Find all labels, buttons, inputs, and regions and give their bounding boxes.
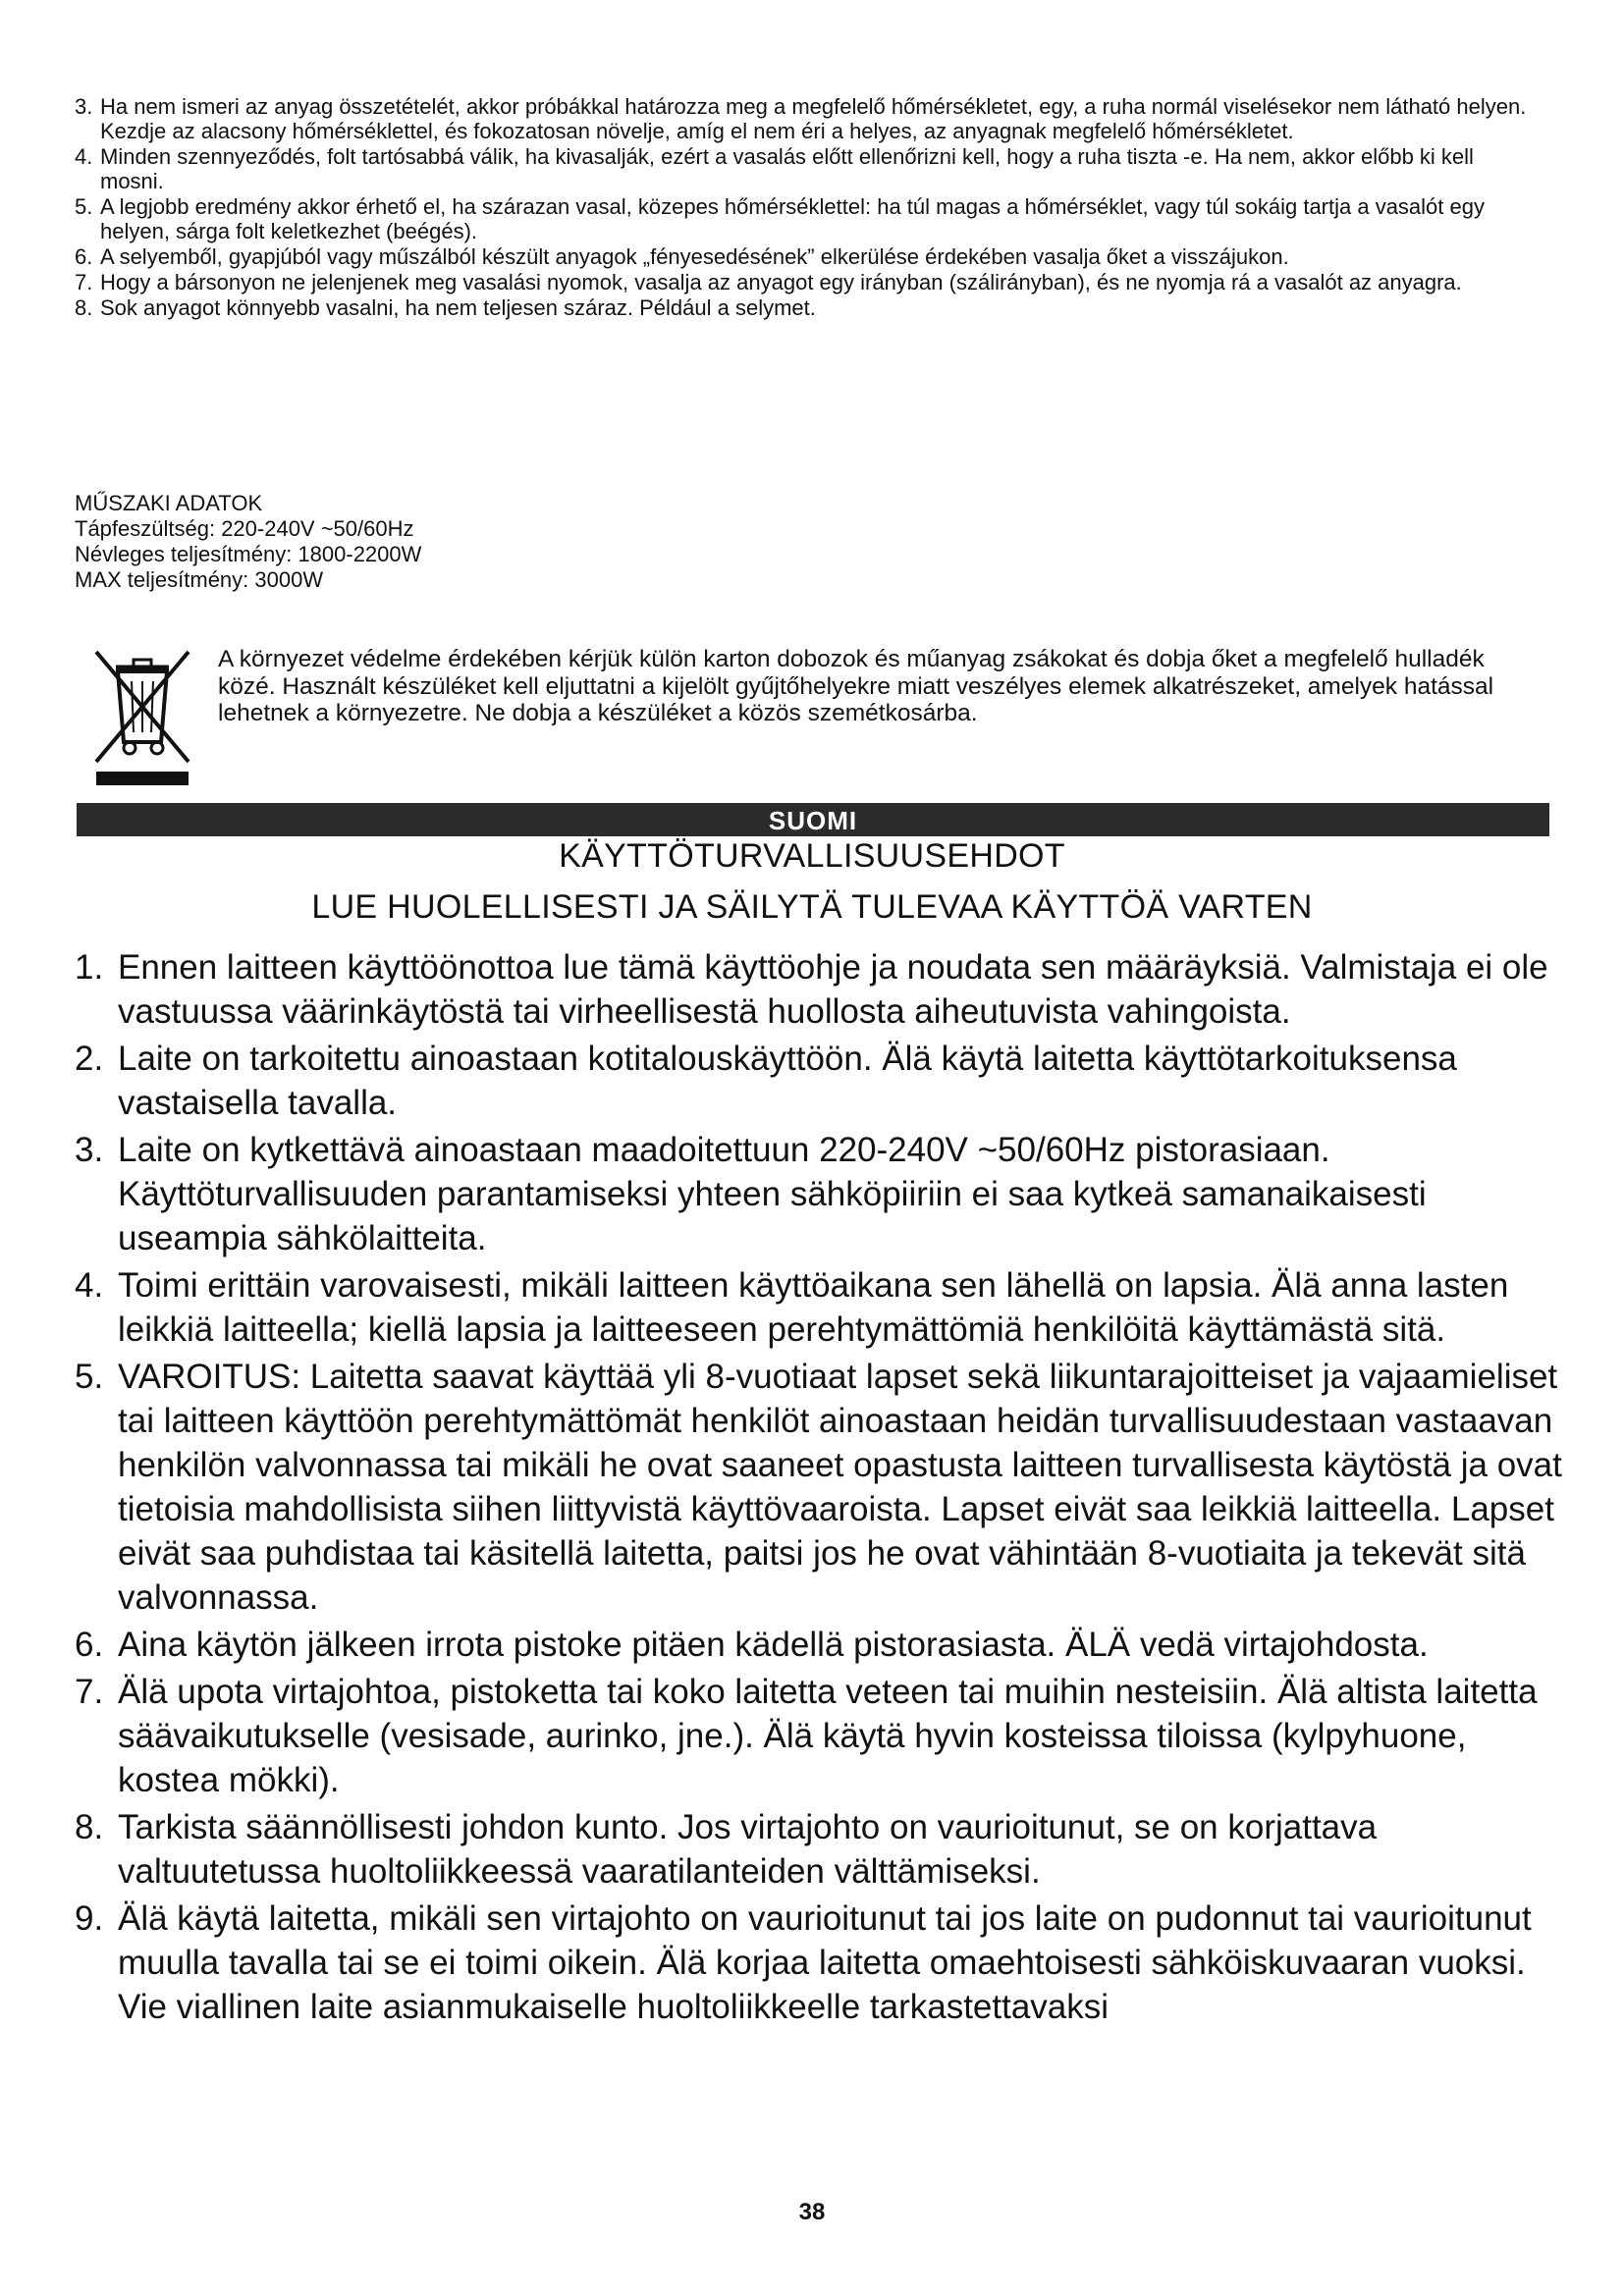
item-number: 6.: [75, 1626, 104, 1664]
page-number: 38: [798, 2199, 826, 2225]
list-item: [75, 94, 1538, 143]
list-item: [75, 1623, 1567, 1667]
section-subtitle: LUE HUOLELLISESTI JA SÄILYTÄ TULEVAA KÄYTTÖÄ VARTEN: [311, 888, 1313, 926]
item-number: 1.: [75, 948, 104, 987]
item-text: Laite on kytkettävä ainoastaan maadoitettuun 220-240V ~50/60Hz pistorasiaan. Käyttöturvallisuuden parantamiseksi yhteen sähköpiiriin ei saa kytkeä samanaikaisesti useampia sähkölaitteita.: [118, 1131, 1427, 1257]
crossed-out-wheelie-bin-icon: [88, 646, 196, 791]
item-text: Tarkista säännöllisesti johdon kunto. Jos virtajohto on vaurioitunut, se on korjattava valtuutetussa huoltoliikkeessä vaaratilanteiden välttämiseksi.: [118, 1808, 1378, 1891]
item-text: Älä käytä laitetta, mikäli sen virtajohto on vaurioitunut tai jos laite on pudonnut tai vaurioitunut muulla tavalla tai se ei toimi oikein. Älä korjaa laitetta omaehtoisesti sähköiskuvaaran vuoksi. Vie viallinen laite asianmukaiselle huoltoliikkeelle tarkastettavaksi: [118, 1899, 1532, 2026]
list-item: [75, 945, 1567, 1034]
item-number: 5.: [75, 1358, 104, 1396]
item-text: A legjobb eredmény akkor érhető el, ha szárazan vasal, közepes hőmérséklettel: ha túl magas a hőmérséklet, vagy túl sokáig tartja a vasalót egy helyen, sárga folt keletkezhet (beégés).: [100, 194, 1485, 243]
item-number: 7.: [75, 1673, 104, 1711]
item-number: 8.: [75, 295, 93, 320]
item-number: 4.: [75, 144, 93, 169]
item-number: 5.: [75, 194, 93, 219]
item-text: Toimi erittäin varovaisesti, mikäli laitteen käyttöaikana sen lähellä on lapsia. Älä anna lasten leikkiä laitteella; kiellä lapsia ja laitteeseen perehtymättömiä henkilöitä käyttämästä sitä.: [118, 1266, 1509, 1349]
item-number: 3.: [75, 1131, 104, 1169]
list-item: [75, 270, 1538, 294]
item-text: Minden szennyeződés, folt tartósabbá válik, ha kivasalják, ezért a vasalás előtt ellenőrizni kell, hogy a ruha tiszta -e. Ha nem, akkor előbb ki kell mosni.: [100, 144, 1474, 193]
specs-heading: MŰSZAKI ADATOK: [75, 491, 263, 515]
list-item: [75, 1355, 1567, 1620]
list-item: [75, 194, 1538, 243]
section-title: KÄYTTÖTURVALLISUUSEHDOT: [559, 837, 1065, 875]
item-text: Sok anyagot könnyebb vasalni, ha nem teljesen száraz. Például a selymet.: [100, 295, 816, 320]
technical-specs: [75, 491, 762, 593]
list-item: [75, 1670, 1567, 1802]
item-text: Hogy a bársonyon ne jelenjenek meg vasalási nyomok, vasalja az anyagot egy irányban (szálirányban), és ne nyomja rá a vasalót az anyagra.: [100, 270, 1462, 294]
environment-text: A környezet védelme érdekében kérjük külön karton dobozok és műanyag zsákokat és dobja őket a megfelelő hulladék közé. Használt készüléket kell eljuttatni a kijelölt gyűjtőhelyekre miatt veszélyes elemek alkatrészeket, amelyek hatással lehetnek a környezetre. Ne dobja a készüléket a közös szemétkosárba.: [218, 646, 1494, 726]
item-number: 9.: [75, 1899, 104, 1938]
item-text: VAROITUS: Laitetta saavat käyttää yli 8-vuotiaat lapset sekä liikuntarajoitteiset ja vajaamieliset tai laitteen käyttöön perehtymättömät henkilöt ainoastaan heidän turvallisuudestaan vastaavan henkilön valvonnassa tai mikäli he ovat saaneet opastusta laitteen turvallisesta käytöstä ja ovat tietoisia mahdollisista siihen liittyvistä käyttövaaroista. Lapset eivät saa leikkiä laitteella. Lapset eivät saa puhdistaa tai käsitellä laitetta, paitsi jos he ovat vähintään 8-vuotiaita ja tekevät sitä valvonnassa.: [118, 1358, 1562, 1617]
list-item: [75, 295, 1538, 320]
item-text: Älä upota virtajohtoa, pistoketta tai koko laitetta veteen tai muihin nesteisiin. Älä altista laitetta säävaikutukselle (vesisade, aurinko, jne.). Älä käytä hyvin kosteissa tiloissa (kylpyhuone, kostea mökki).: [118, 1673, 1538, 1799]
language-section-bar: [77, 803, 1549, 836]
item-number: 3.: [75, 94, 93, 119]
list-item: [75, 1263, 1567, 1352]
item-text: Ennen laitteen käyttöönottoa lue tämä käyttöohje ja noudata sen määräyksiä. Valmistaja ei ole vastuussa väärinkäytöstä tai virheellisestä huollosta aiheutuvista vahingoista.: [118, 948, 1548, 1031]
finnish-safety-list: [75, 945, 1567, 2032]
item-text: Aina käytön jälkeen irrota pistoke pitäen kädellä pistorasiasta. ÄLÄ vedä virtajohdosta.: [118, 1626, 1429, 1664]
item-number: 7.: [75, 270, 93, 294]
language-label: SUOMI: [768, 806, 858, 835]
list-item: [75, 1896, 1567, 2029]
specs-voltage: Tápfeszültség: 220-240V ~50/60Hz: [75, 516, 414, 541]
item-number: 8.: [75, 1808, 104, 1846]
item-text: Ha nem ismeri az anyag összetételét, akkor próbákkal határozza meg a megfelelő hőmérsékletet, egy, a ruha normál viselésekor nem látható helyen. Kezdje az alacsony hőmérséklettel, és fokozatosan növelje, amíg el nem éri a helyes, az anyagnak megfelelő hőmérsékletet.: [100, 94, 1527, 143]
specs-max-power: MAX teljesítmény: 3000W: [75, 567, 324, 592]
list-item: [75, 1037, 1567, 1125]
item-text: Laite on tarkoitettu ainoastaan kotitalouskäyttöön. Älä käytä laitetta käyttötarkoituksensa vastaisella tavalla.: [118, 1040, 1457, 1122]
item-text: A selyemből, gyapjúból vagy műszálból készült anyagok „fényesedésének” elkerülése érdekében vasalja őket a visszájukon.: [100, 244, 1289, 269]
specs-rated-power: Névleges teljesítmény: 1800-2200W: [75, 542, 422, 566]
list-item: [75, 144, 1538, 193]
item-number: 4.: [75, 1266, 104, 1305]
hungarian-instructions-list: [75, 94, 1538, 321]
item-number: 2.: [75, 1040, 104, 1078]
list-item: [75, 1128, 1567, 1260]
list-item: [75, 1805, 1567, 1894]
environment-notice: [88, 646, 1542, 793]
item-number: 6.: [75, 244, 93, 269]
list-item: [75, 244, 1538, 269]
